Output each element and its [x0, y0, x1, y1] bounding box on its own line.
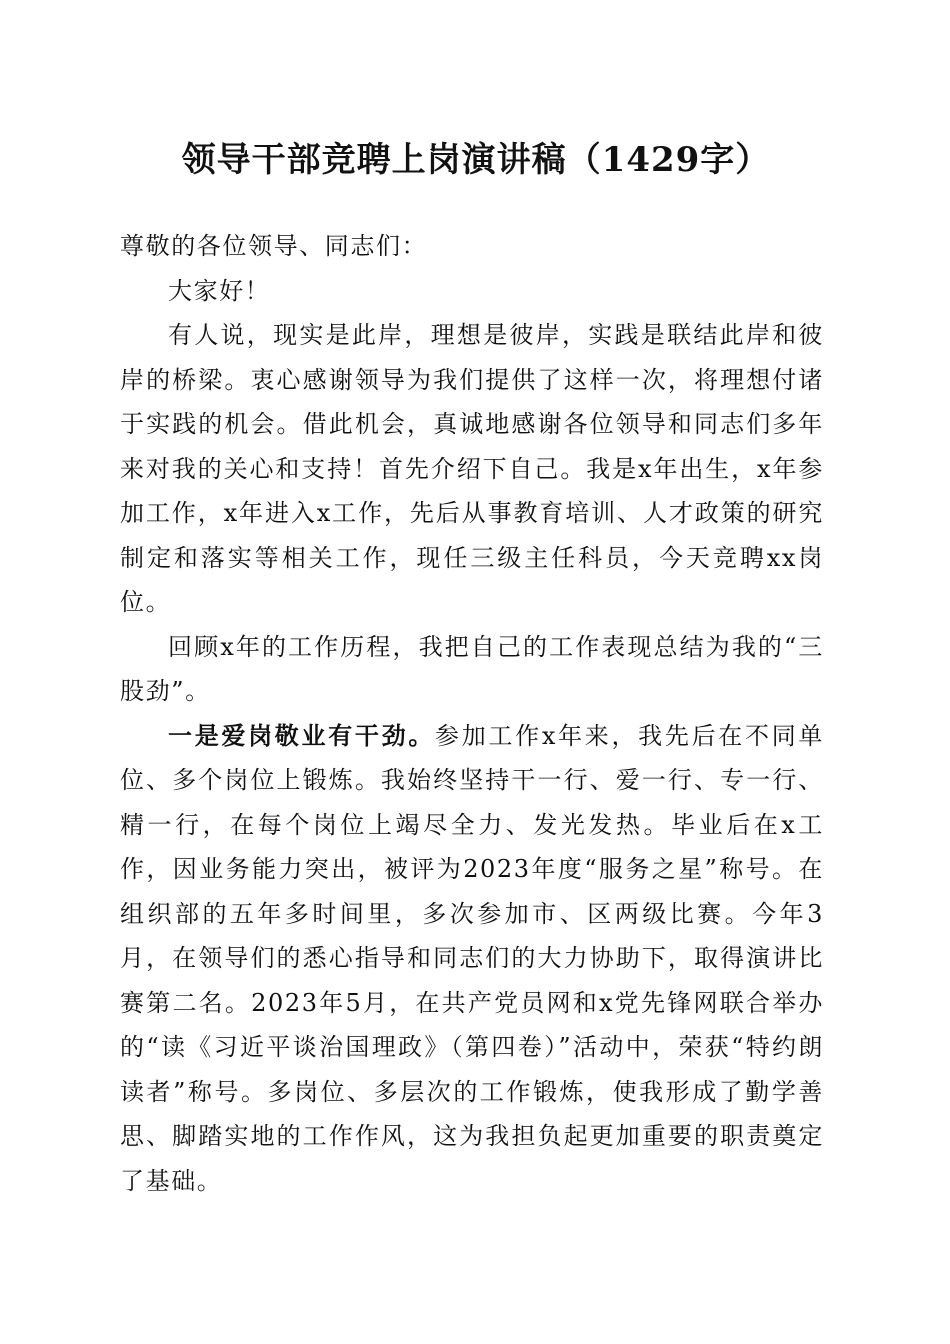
- paragraph-text: 大家好！: [168, 276, 271, 305]
- paragraph-text: 有人说，现实是此岸，理想是彼岸，实践是联结此岸和彼岸的桥梁。衷心感谢领导为我们提供了这样一次，将理想付诸于实践的机会。借此机会，真诚地感谢各位领导和同志们多年来对我的关心和支持！首先介绍下自己。我是x年出生，x年参加工作，x年进入x工作，先后从事教育培训、人才政策的研究制定和落实等相关工作，现任三级主任科员，今天竞聘xx岗位。: [120, 321, 824, 616]
- paragraph-introduction: [120, 313, 824, 625]
- paragraph-lead-heading: 一是爱岗敬业有干劲。: [168, 720, 436, 750]
- paragraph-text: 回顾x年的工作历程，我把自己的工作表现总结为我的“三股劲”。: [120, 632, 824, 705]
- salutation: 尊敬的各位领导、同志们：: [120, 232, 428, 260]
- paragraph-dedication: [120, 714, 824, 1204]
- document-title: 领导干部竞聘上岗演讲稿（1429字）: [181, 140, 771, 180]
- paragraph-text: 参加工作x年来，我先后在不同单位、多个岗位上锻炼。我始终坚持干一行、爱一行、专一行、精一行，在每个岗位上竭尽全力、发光发热。毕业后在x工作，因业务能力突出，被评为2023年度“服务之星”称号。在组织部的五年多时间里，多次参加市、区两级比赛。今年3月，在领导们的悉心指导和同志们的大力协助下，取得演讲比赛第二名。2023年5月，在共产党员网和x党先锋网联合举办的“读《习近平谈治国理政》（第四卷）”活动中，荣获“特约朗读者”称号。多岗位、多层次的工作锻炼，使我形成了勤学善思、脚踏实地的工作作风，这为我担负起更加重要的职责奠定了基础。: [120, 721, 824, 1195]
- paragraph-greeting: [120, 269, 824, 314]
- paragraph-review: [120, 625, 824, 714]
- document-body: [120, 224, 824, 1203]
